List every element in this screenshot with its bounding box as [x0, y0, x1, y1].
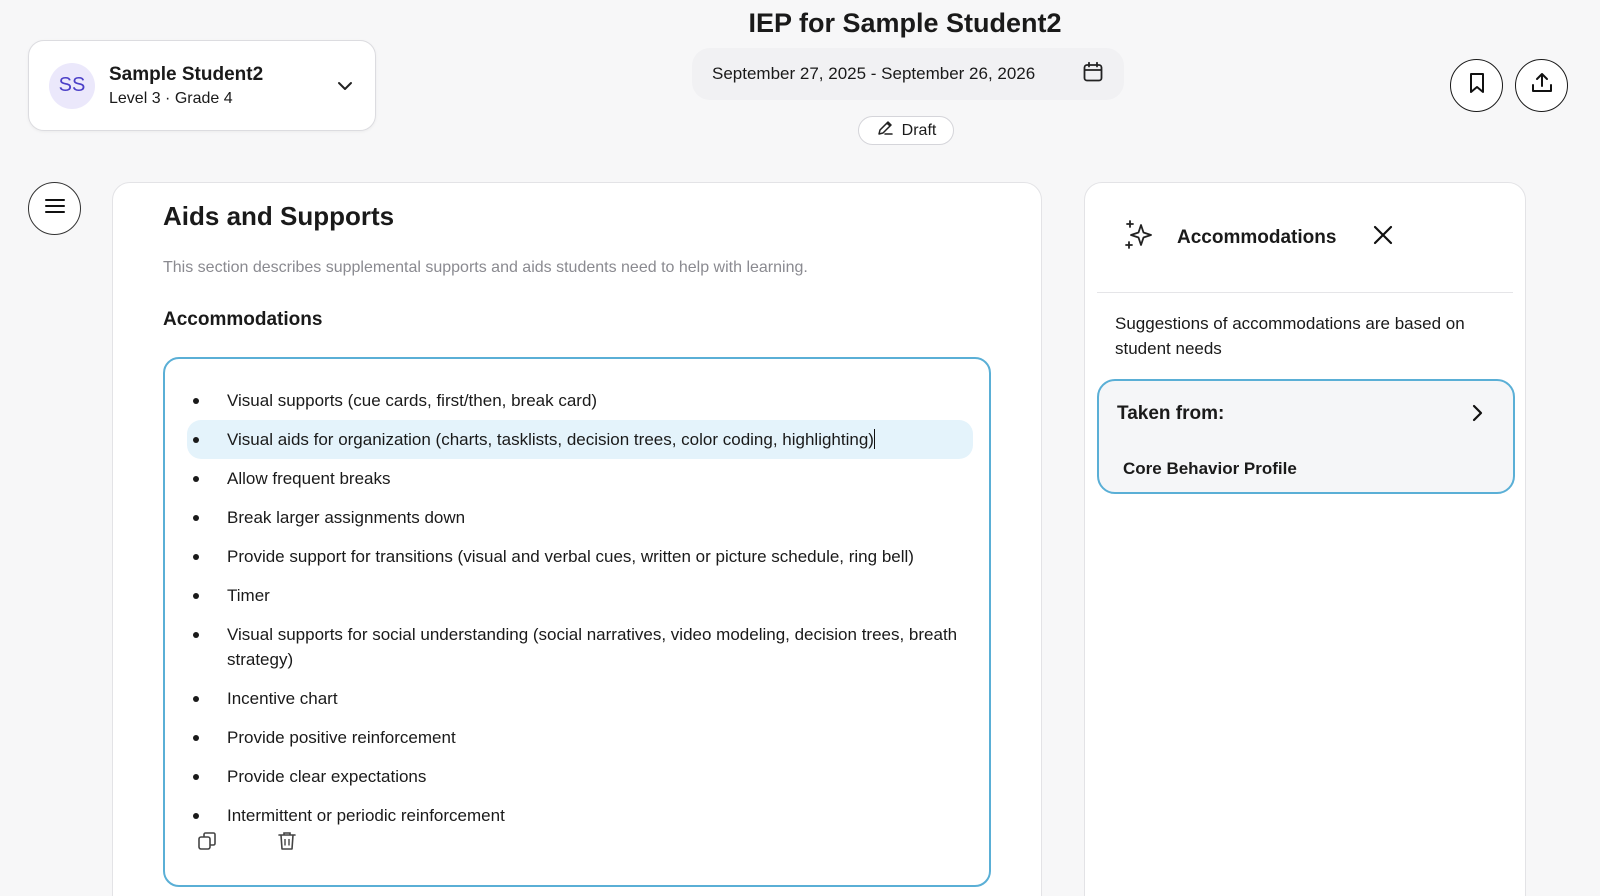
list-item-text: Intermittent or periodic reinforcement — [227, 806, 505, 825]
date-range-picker[interactable] — [692, 48, 1124, 100]
list-item[interactable] — [187, 757, 973, 796]
text-cursor — [874, 429, 875, 449]
list-item-text: Timer — [227, 586, 270, 605]
side-panel-header — [1097, 183, 1513, 293]
menu-button[interactable] — [28, 182, 81, 235]
list-item-text: Provide support for transitions (visual and verbal cues, written or picture schedule, ring bell) — [227, 547, 914, 566]
source-value: Core Behavior Profile — [1123, 459, 1297, 478]
list-item[interactable] — [187, 718, 973, 757]
hamburger-menu-icon — [43, 196, 67, 221]
date-range-text: September 27, 2025 - September 26, 2026 — [712, 64, 1036, 83]
trash-icon[interactable] — [275, 829, 299, 853]
accommodations-editor[interactable] — [163, 357, 991, 887]
status-label: Draft — [901, 121, 937, 139]
list-item-text: Visual supports (cue cards, first/then, break card) — [227, 391, 598, 410]
close-icon[interactable] — [1372, 224, 1394, 251]
section-description: This section describes supplemental supports and aids students need to help with learning. — [163, 259, 808, 276]
list-item[interactable] — [187, 576, 973, 615]
pencil-icon — [876, 119, 894, 142]
calendar-icon[interactable] — [1082, 61, 1104, 88]
sparkles-icon — [1123, 219, 1155, 256]
copy-icon[interactable] — [195, 829, 219, 853]
bookmark-icon — [1466, 71, 1488, 100]
list-item-selected[interactable] — [187, 420, 973, 459]
source-label: Taken from: — [1117, 403, 1225, 424]
status-badge — [858, 116, 954, 145]
list-item[interactable] — [187, 381, 973, 420]
student-selector[interactable] — [28, 40, 376, 131]
list-item-text: Incentive chart — [227, 689, 338, 708]
list-item[interactable] — [187, 796, 973, 835]
list-item[interactable] — [187, 459, 973, 498]
list-item[interactable] — [187, 615, 973, 679]
accommodations-side-panel — [1084, 182, 1526, 896]
export-button[interactable] — [1515, 59, 1568, 112]
main-panel — [112, 182, 1042, 896]
page-title: IEP for Sample Student2 — [748, 8, 1062, 38]
bookmark-button[interactable] — [1450, 59, 1503, 112]
list-item-text: Break larger assignments down — [227, 508, 466, 527]
section-title: Aids and Supports — [163, 201, 395, 231]
list-item[interactable] — [187, 679, 973, 718]
accommodations-list — [187, 381, 973, 835]
list-item-text: Visual aids for organization (charts, tasklists, decision trees, color coding, highlighting) — [227, 430, 874, 449]
list-item-text: Provide positive reinforcement — [227, 728, 456, 747]
student-name: Sample Student2 — [109, 63, 264, 85]
list-item-text: Provide clear expectations — [227, 767, 427, 786]
avatar: SS — [49, 63, 95, 109]
source-card[interactable] — [1097, 379, 1515, 494]
student-meta: Level 3 · Grade 4 — [109, 89, 233, 107]
subsection-title: Accommodations — [163, 309, 323, 330]
list-item-text: Allow frequent breaks — [227, 469, 391, 488]
side-panel-description: Suggestions of accommodations are based on student needs — [1115, 314, 1465, 358]
upload-icon — [1529, 70, 1555, 101]
list-item[interactable] — [187, 537, 973, 576]
student-info — [109, 64, 335, 108]
chevron-down-icon[interactable] — [335, 76, 355, 96]
side-panel-title: Accommodations — [1177, 226, 1337, 248]
editor-actions — [195, 829, 299, 853]
chevron-right-icon[interactable] — [1467, 403, 1487, 428]
list-item-text: Visual supports for social understanding (social narratives, video modeling, decision trees, breath strategy) — [227, 625, 958, 669]
list-item[interactable] — [187, 498, 973, 537]
